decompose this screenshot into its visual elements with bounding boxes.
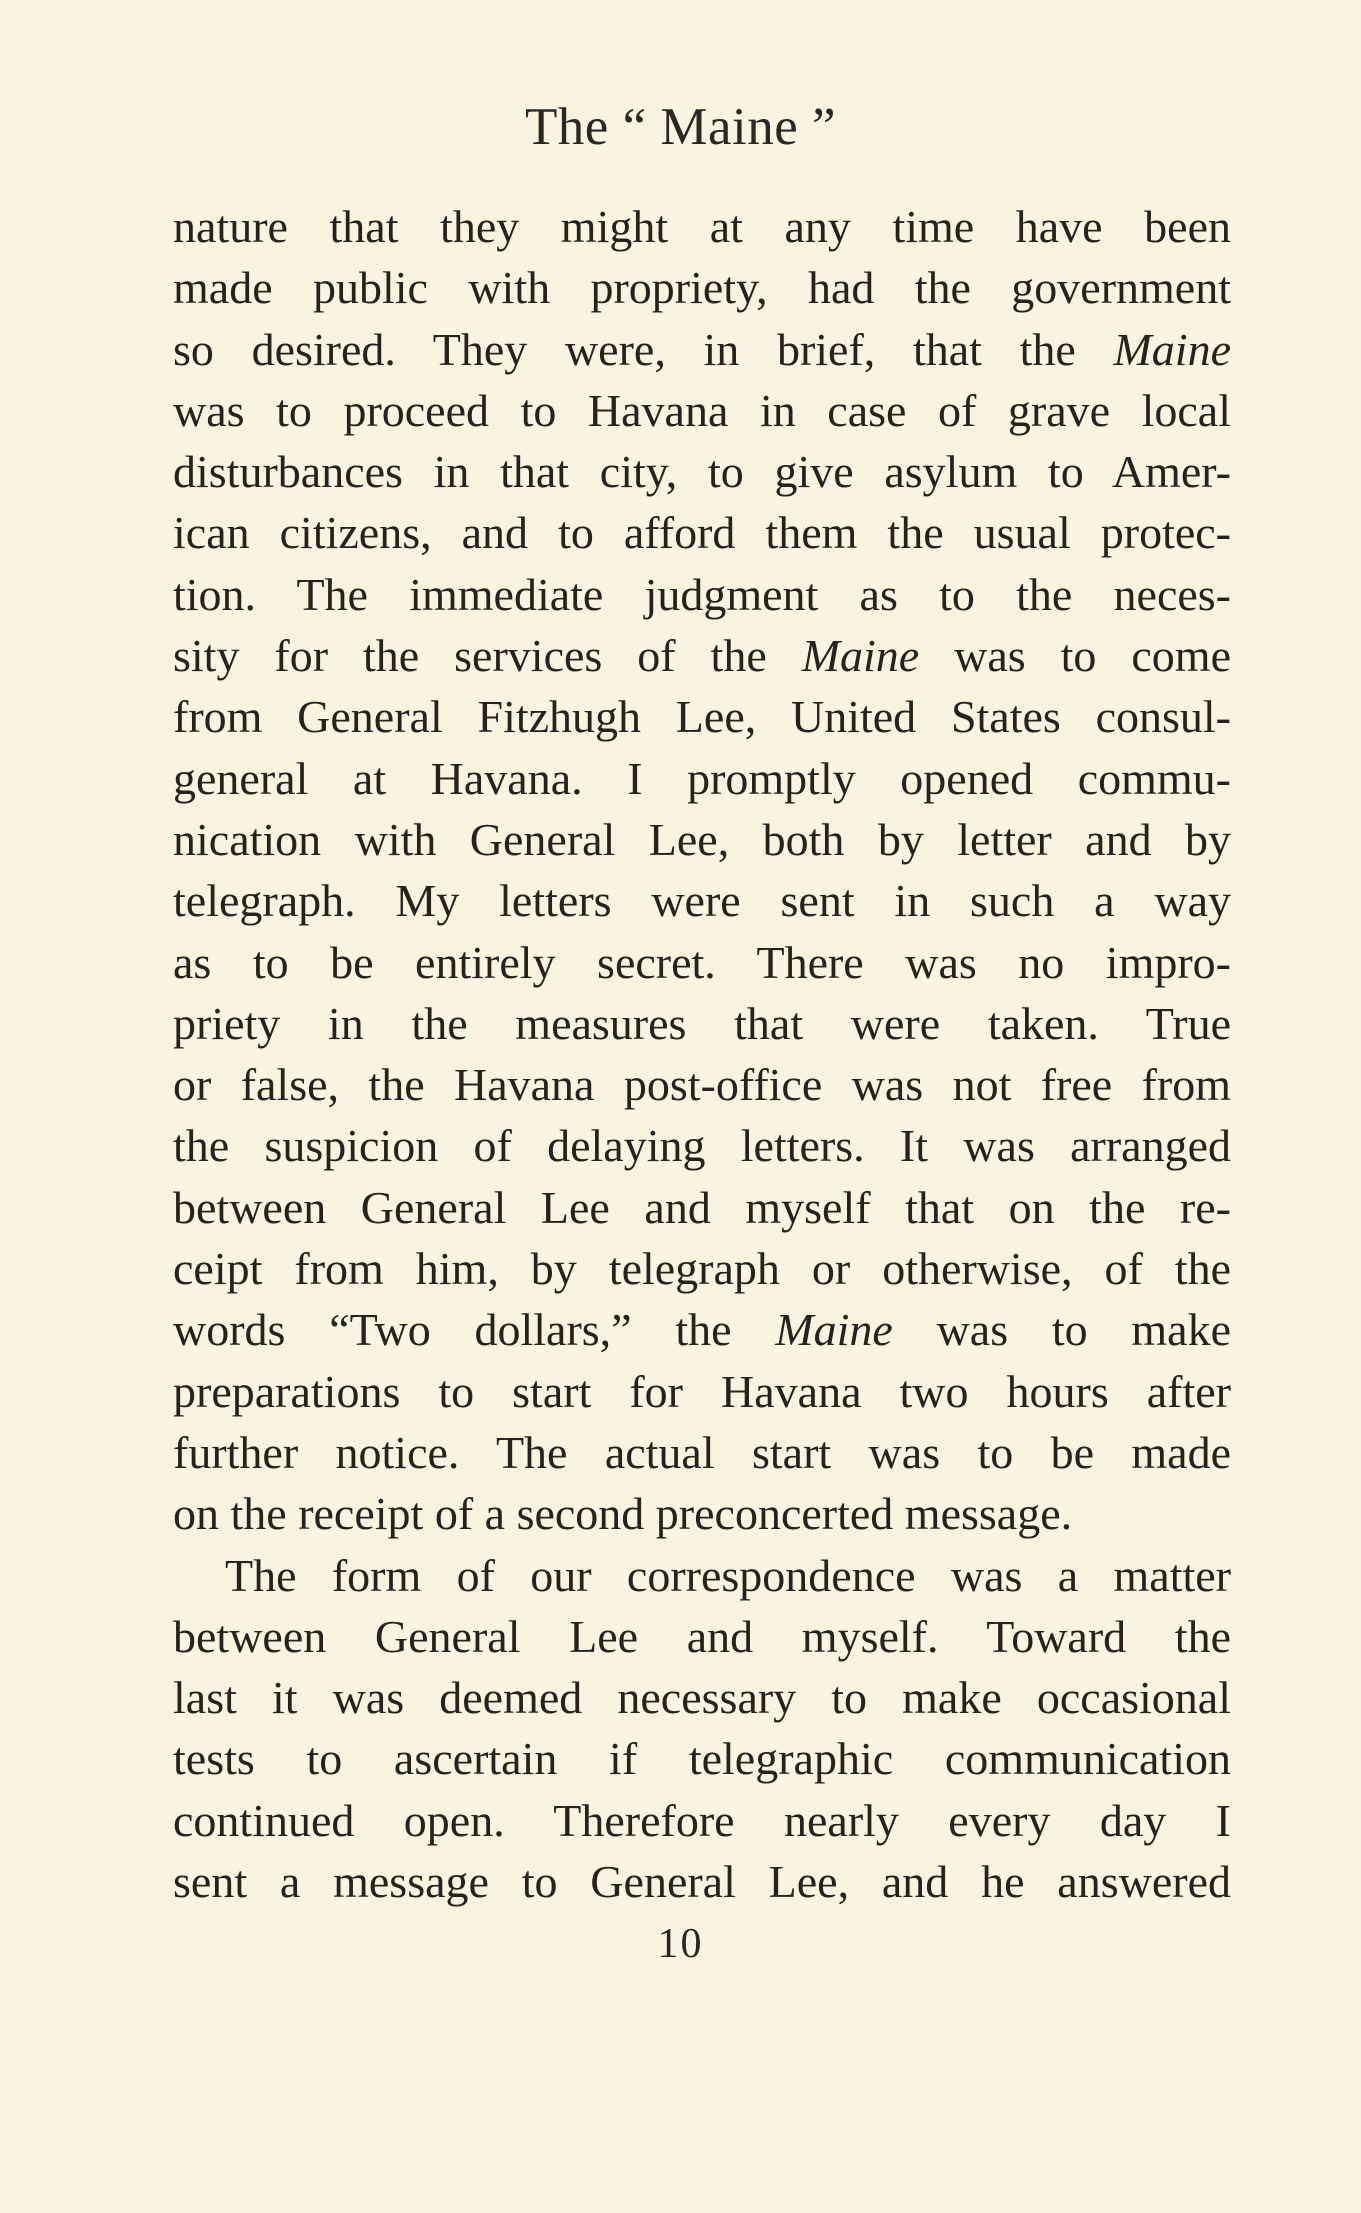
text-segment: so desired. They were, in brief, that the [173,323,1114,375]
text-line [173,502,1231,563]
text-segment: between General Lee and myself that on the re- [173,1181,1231,1233]
italic-ship-name: Maine [801,630,920,682]
text-segment: was to come [919,630,1231,682]
text-line [173,1422,1231,1483]
text-line [173,564,1231,625]
text-line [173,1299,1231,1360]
text-segment: ican citizens, and to afford them the usual protec- [173,507,1231,559]
text-segment: priety in the measures that were taken. True [173,997,1231,1049]
text-segment: the suspicion of delaying letters. It was arranged [173,1120,1231,1172]
text-line [173,196,1231,257]
text-segment: was to proceed to Havana in case of grave local [173,384,1231,436]
text-line [173,1606,1231,1667]
italic-ship-name: Maine [1113,323,1231,375]
text-segment: The form of our correspondence was a matter [225,1549,1231,1601]
text-segment: or false, the Havana post-office was not free from [173,1059,1231,1111]
text-line [173,625,1231,686]
text-segment: telegraph. My letters were sent in such a way [173,875,1231,927]
text-segment: nication with General Lee, both by letter and by [173,813,1231,865]
text-line [173,1483,1231,1544]
italic-ship-name: Maine [775,1304,893,1356]
text-line [173,870,1231,931]
text-segment: preparations to start for Havana two hours after [173,1365,1231,1417]
text-line [173,1790,1231,1851]
text-line [173,1054,1231,1115]
text-segment: nature that they might at any time have been [173,201,1231,252]
text-segment: on the receipt of a second preconcerted message. [173,1488,1073,1540]
text-segment: sity for the services of the [173,630,802,682]
page-number: 10 [657,1921,704,1967]
text-line [173,993,1231,1054]
text-line [173,380,1231,441]
text-segment: ceipt from him, by telegraph or otherwise, of the [173,1243,1231,1295]
text-line [173,1545,1231,1606]
text-line [173,257,1231,318]
text-line [173,1361,1231,1422]
text-line [173,441,1231,502]
text-segment: general at Havana. I promptly opened commu- [173,752,1231,804]
text-line [173,1177,1231,1238]
text-segment: disturbances in that city, to give asylum to Amer- [173,446,1231,498]
text-segment: as to be entirely secret. There was no impro- [173,936,1231,988]
text-segment: from General Fitzhugh Lee, United States consul- [173,691,1231,743]
text-line [173,1238,1231,1299]
text-line [173,1728,1231,1789]
text-segment: further notice. The actual start was to be made [173,1426,1231,1478]
text-segment: tion. The immediate judgment as to the neces- [173,568,1231,620]
text-segment: tests to ascertain if telegraphic communication [173,1733,1231,1785]
text-segment: made public with propriety, had the government [173,262,1231,314]
text-segment: sent a message to General Lee, and he answered [173,1856,1231,1908]
text-line [173,809,1231,870]
text-segment: continued open. Therefore nearly every day I [173,1794,1231,1846]
text-line [173,686,1231,747]
body-text [173,196,1231,1912]
text-line [173,932,1231,993]
running-head: The “ Maine ” [524,98,837,156]
text-segment: last it was deemed necessary to make occasional [173,1672,1231,1724]
text-line [173,1851,1231,1912]
text-segment: between General Lee and myself. Toward the [173,1610,1231,1662]
text-segment: words “Two dollars,” the [173,1304,776,1356]
text-line [173,1115,1231,1176]
text-line [173,319,1231,380]
text-line [173,1667,1231,1728]
text-line [173,748,1231,809]
text-segment: was to make [892,1304,1232,1356]
